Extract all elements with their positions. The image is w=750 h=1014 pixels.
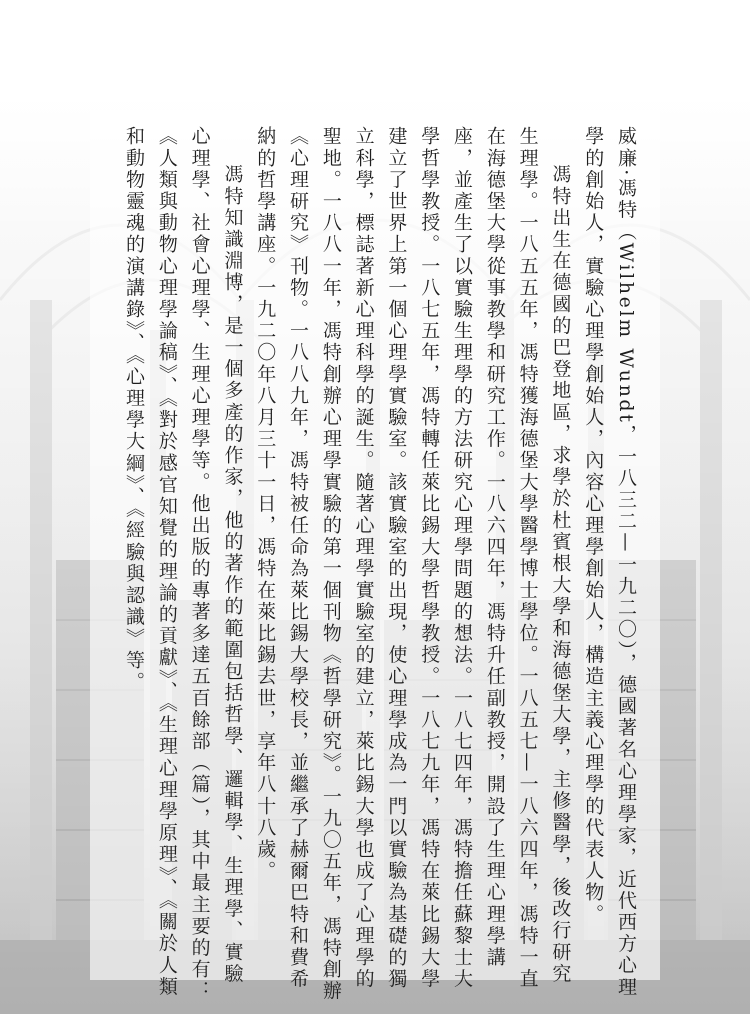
- works-paragraph: 馮特知識淵博，是一個多產的作家，他的著作的範圍包括哲學、邏輯學、生理學、實驗心理學、社會心理學、生理心理學等。他出版的專著多達五百餘部（篇），其中最主要的有：《人類與動物心理學論稿》、《對於感官知覺的理論的貢獻》、《生理心理學原理》、《關於人類和動物靈魂的演講錄》、《心理學大綱》、《經驗與認識》等。: [123, 126, 244, 1003]
- article-body: [117, 126, 642, 1006]
- biography-paragraph: 馮特出生在德國的巴登地區，求學於杜賓根大學和海德堡大學，主修醫學，後改行研究生理學。一八五五年，馮特獲海德堡大學醫學博士學位。一八五七—一八六四年，馮特一直在海德堡大學從事教學和研究工作。一八六四年，馮特升任副教授，開設了生理心理學講座，並產生了以實驗生理學的方法研究心理學問題的想法。一八七四年，馮特擔任蘇黎士大學哲學教授。一八七五年，馮特轉任萊比錫大學哲學教授。一八七九年，馮特在萊比錫大學建立了世界上第一個心理學實驗室。該實驗室的出現，使心理學成為一門以實驗為基礎的獨立科學，標誌著新心理科學的誕生。隨著心理學實驗室的建立，萊比錫大學也成了心理學的聖地。一八八一年，馮特創辦心理學實驗的第一個刊物《哲學研究》。一九〇五年，馮特創辦《心理研究》刊物。一八八九年，馮特被任命為萊比錫大學校長，並繼承了赫爾巴特和費希納的哲學講座。一九二〇年八月三十一日，馮特在萊比錫去世，享年八十八歲。: [254, 126, 572, 1003]
- intro-paragraph: 威廉·馮特（Wilhelm Wundt，一八三二—一九二〇），德國著名心理學家，近代西方心理學的創始人，實驗心理學創始人，內容心理學創始人，構造主義心理學的代表人物。: [582, 126, 637, 999]
